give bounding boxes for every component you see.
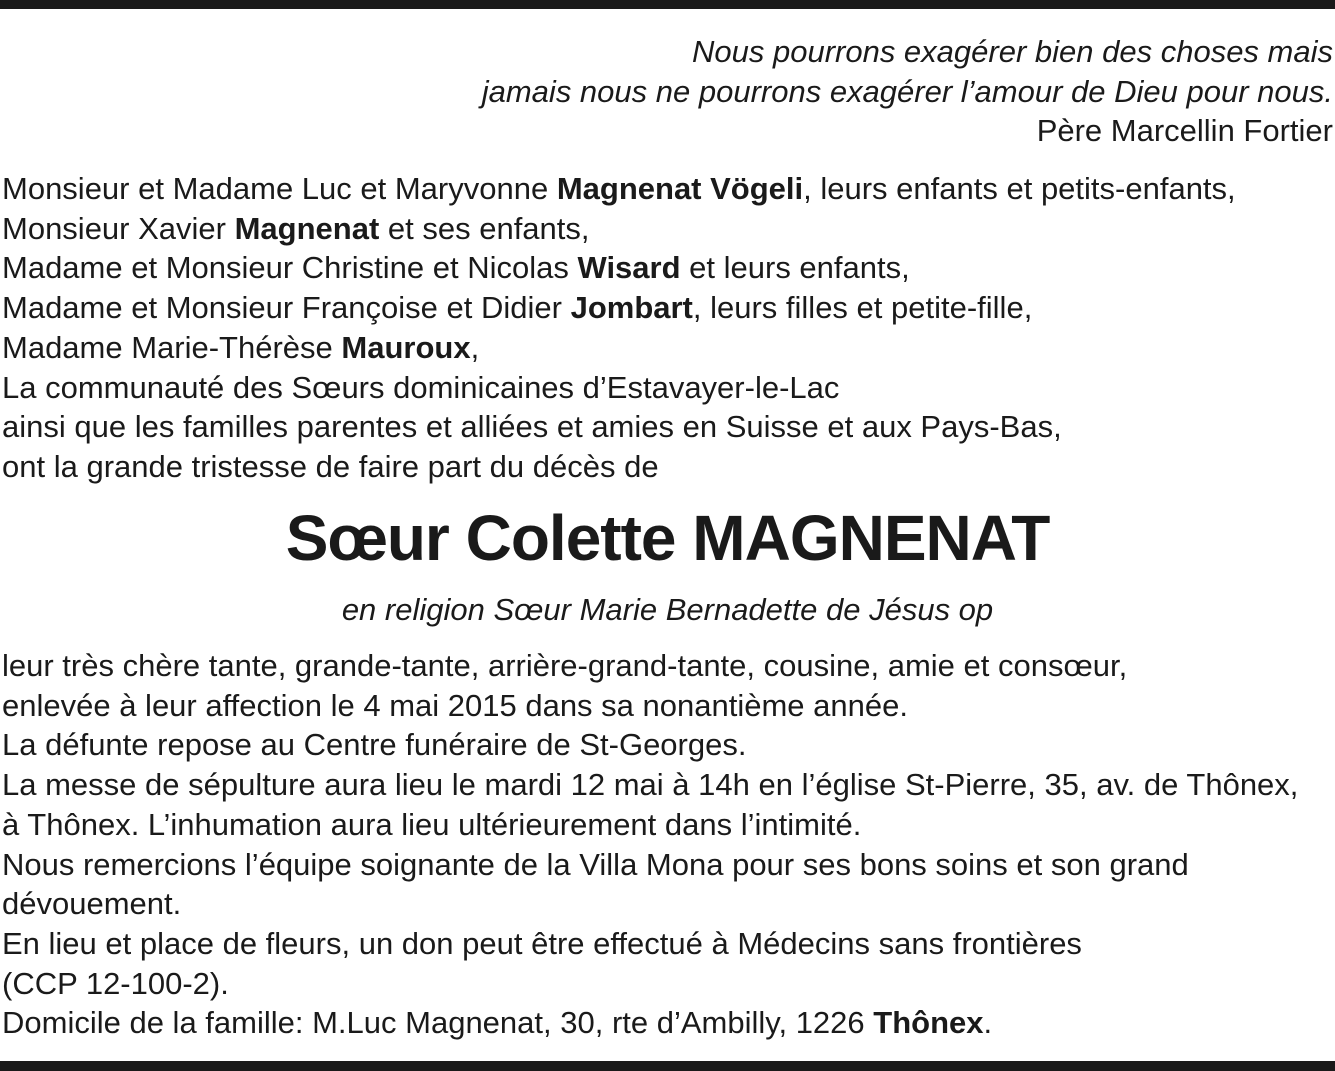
quote-line: jamais nous ne pourrons exagérer l’amour de Dieu pour nous. [481,73,1333,109]
detail-line: En lieu et place de fleurs, un don peut être effectué à Médecins sans frontières [2,925,1082,961]
bottom-rule [0,1061,1335,1071]
detail-line: La défunte repose au Centre funéraire de St-Georges. [2,727,747,763]
detail-line: Nous remercions l’équipe soignante de la Villa Mona pour ses bons soins et son grand [2,846,1189,882]
notice-details [2,646,1298,1043]
detail-line: à Thônex. L’inhumation aura lieu ultérieurement dans l’intimité. [2,806,862,842]
family-line: ainsi que les familles parentes et alliées et amies en Suisse et aux Pays-Bas, [2,409,1062,445]
detail-line: leur très chère tante, grande-tante, arrière-grand-tante, cousine, amie et consœur, [2,648,1128,683]
family-surname: Jombart [570,290,693,326]
detail-line: enlevée à leur affection le 4 mai 2015 dans sa nonantième année. [2,687,908,723]
family-line: Monsieur et Madame Luc et Maryvonne Magnenat Vögeli, leurs enfants et petits-enfants, [2,171,1236,206]
religious-name: en religion Sœur Marie Bernadette de Jésus op [341,592,994,627]
deceased-name: Sœur Colette MAGNENAT [285,502,1050,574]
family-line: Madame Marie-Thérèse Mauroux, [2,329,480,365]
family-line: Madame et Monsieur Christine et Nicolas Wisard et leurs enfants, [2,250,910,286]
quote-author: Père Marcellin Fortier [1036,113,1333,148]
detail-line: La messe de sépulture aura lieu le mardi 12 mai à 14h en l’église St-Pierre, 35, av. de Thônex, [2,767,1299,803]
detail-line: (CCP 12-100-2). [2,965,229,1001]
quote-line: Nous pourrons exagérer bien des choses mais [691,34,1333,69]
family-line: Monsieur Xavier Magnenat et ses enfants, [2,210,590,246]
family-surname: Magnenat Vögeli [556,171,804,206]
family-line: La communauté des Sœurs dominicaines d’Estavayer-le-Lac [2,369,840,405]
family-list [2,169,1236,487]
detail-line: dévouement. [2,886,182,922]
announcement-line: ont la grande tristesse de faire part du décès de [2,448,659,484]
family-surname: Mauroux [341,329,471,365]
address-town: Thônex [873,1005,984,1041]
epigraph-quote [482,32,1333,151]
family-address: Domicile de la famille: M.Luc Magnenat, 30, rte d’Ambilly, 1226 Thônex. [2,1005,993,1041]
family-line: Madame et Monsieur Françoise et Didier Jombart, leurs filles et petite-fille, [2,290,1033,326]
family-surname: Magnenat [234,210,380,246]
family-surname: Wisard [577,250,681,286]
top-rule [0,0,1335,9]
